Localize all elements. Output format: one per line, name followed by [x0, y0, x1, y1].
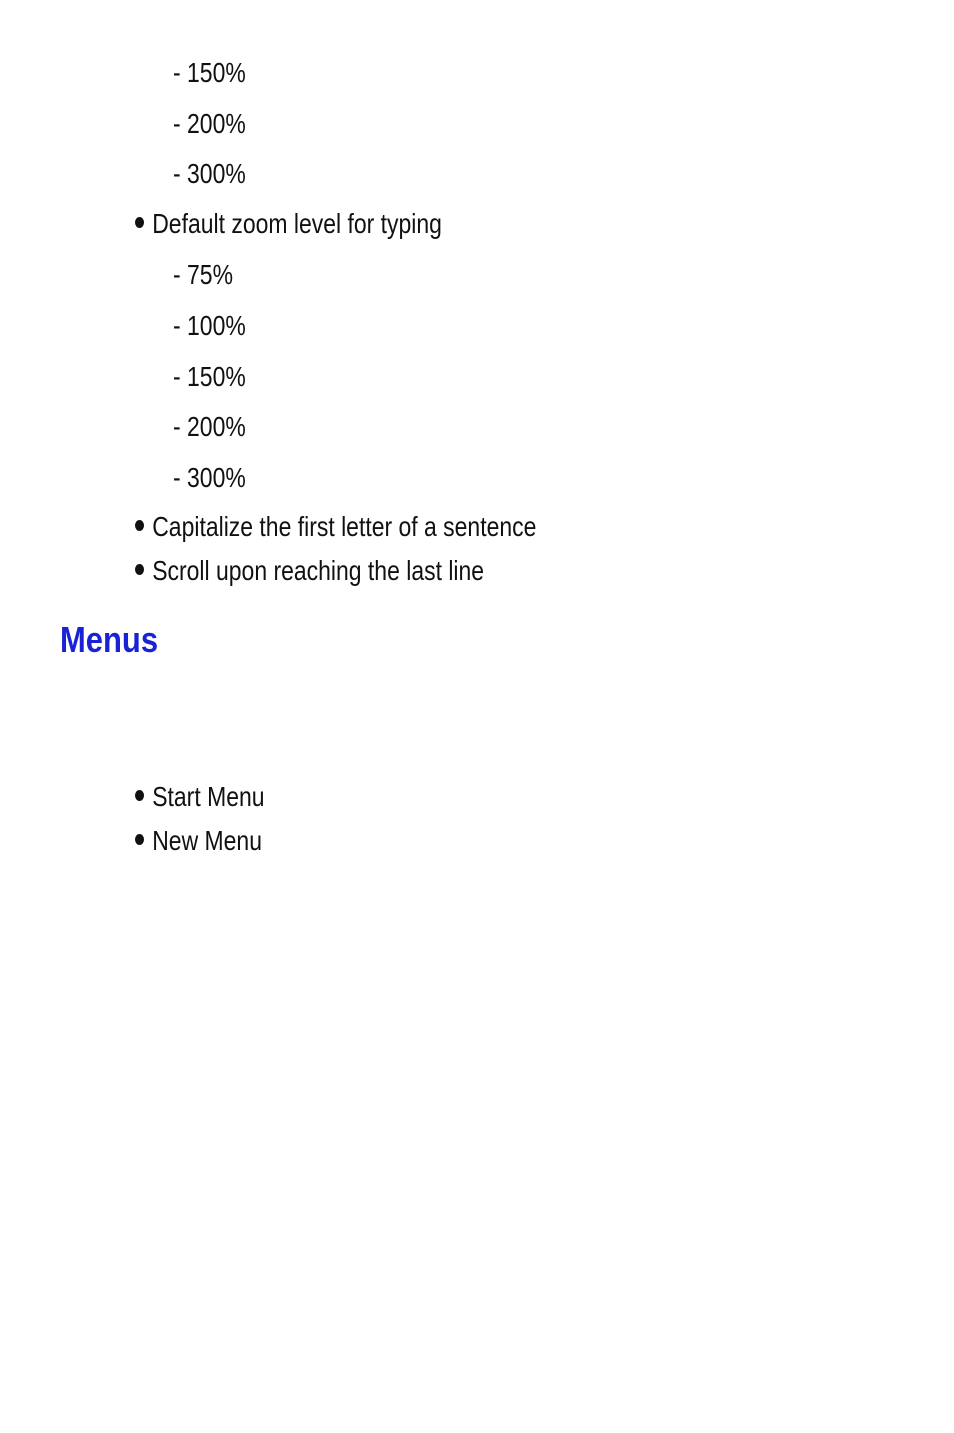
- bullet-new-menu-label: New Menu: [152, 825, 262, 856]
- typing-zoom-option-200: - 200%: [173, 411, 246, 442]
- bullet-scroll-label: Scroll upon reaching the last line: [152, 555, 485, 586]
- typing-zoom-option-300: - 300%: [173, 462, 246, 493]
- typing-zoom-option-100: - 100%: [173, 310, 246, 341]
- bullet-default-zoom-label: Default zoom level for typing: [152, 208, 442, 239]
- bullet-scroll: [135, 554, 484, 588]
- zoom-option-150: - 150%: [173, 57, 246, 88]
- typing-zoom-option-75: - 75%: [173, 259, 233, 290]
- zoom-option-300: - 300%: [173, 158, 246, 189]
- bullet-dot-icon: [135, 217, 144, 228]
- bullet-start-menu: [135, 780, 265, 814]
- bullet-default-zoom: [135, 207, 442, 241]
- bullet-dot-icon: [135, 564, 144, 575]
- menus-heading: Menus: [60, 619, 159, 660]
- bullet-new-menu: [135, 824, 262, 858]
- bullet-dot-icon: [135, 834, 144, 845]
- typing-zoom-option-150: - 150%: [173, 361, 246, 392]
- bullet-dot-icon: [135, 520, 144, 531]
- bullet-capitalize: [135, 510, 536, 544]
- zoom-option-200: - 200%: [173, 108, 246, 139]
- bullet-capitalize-label: Capitalize the first letter of a sentence: [152, 511, 537, 542]
- bullet-dot-icon: [135, 790, 144, 801]
- bullet-start-menu-label: Start Menu: [152, 781, 265, 812]
